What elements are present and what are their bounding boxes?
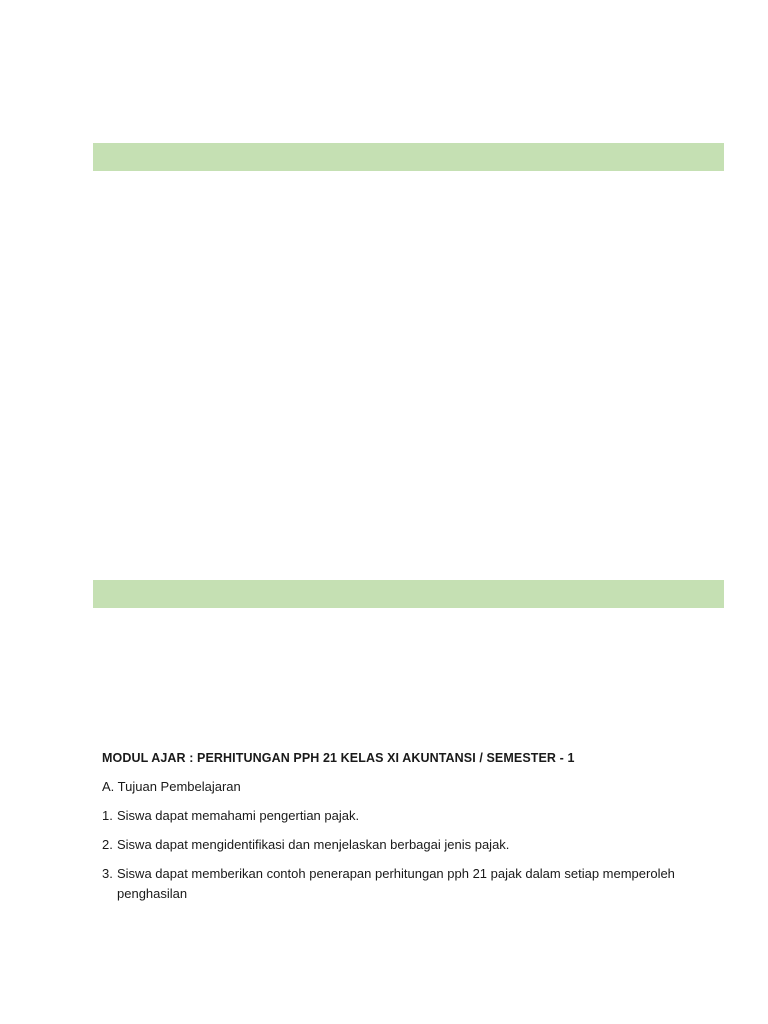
objective-text: Siswa dapat memahami pengertian pajak. — [117, 808, 360, 823]
objectives-list — [102, 806, 702, 904]
objective-number: 3. — [102, 866, 113, 881]
header-band-top — [93, 143, 724, 171]
objective-text: Siswa dapat mengidentifikasi dan menjelaskan berbagai jenis pajak. — [117, 837, 510, 852]
objective-item — [102, 835, 702, 855]
document-title: MODUL AJAR : PERHITUNGAN PPH 21 KELAS XI AKUNTANSI / SEMESTER - 1 — [102, 751, 575, 765]
objective-number: 2. — [102, 837, 113, 852]
header-band-middle — [93, 580, 724, 608]
section-heading: A. Tujuan Pembelajaran — [102, 779, 241, 794]
document-body — [102, 748, 702, 913]
objective-item — [102, 864, 702, 904]
objective-text: Siswa dapat memberikan contoh penerapan perhitungan pph 21 pajak dalam setiap memperoleh penghasilan — [117, 866, 675, 901]
objective-item — [102, 806, 702, 826]
objective-number: 1. — [102, 808, 113, 823]
